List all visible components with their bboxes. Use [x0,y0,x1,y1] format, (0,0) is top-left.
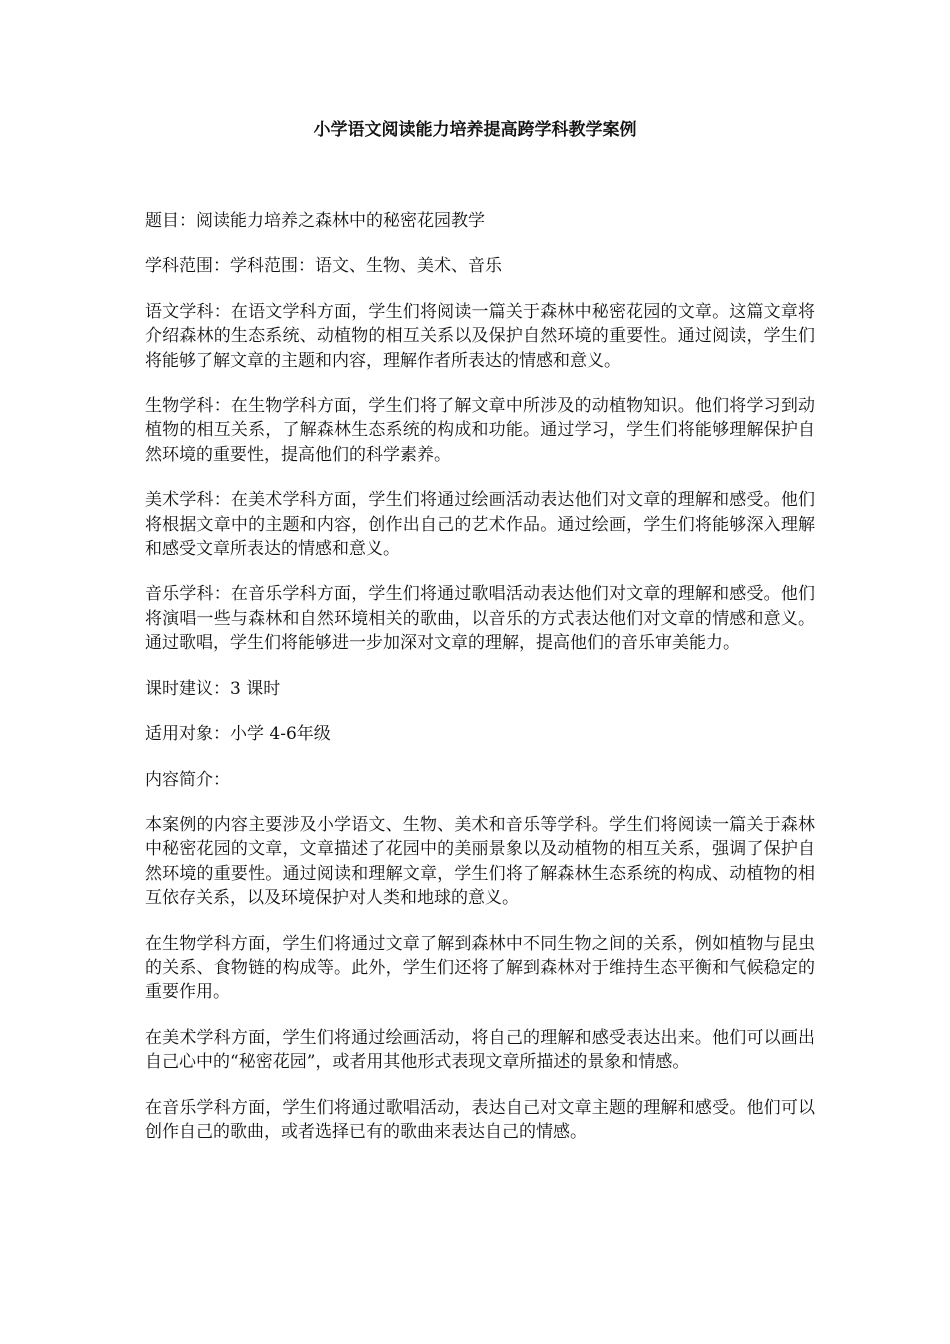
subject-scope-paragraph: 学科范围：学科范围：语文、生物、美术、音乐 [145,256,502,277]
document-body [145,209,815,1165]
content-intro-heading: 内容简介： [145,769,230,790]
chinese-subject-paragraph: 语文学科：在语文学科方面，学生们将阅读一篇关于森林中秘密花园的文章。这篇文章将介绍森林的生态系统、动植物的相互关系以及保护自然环境的重要性。通过阅读，学生们将能够了解文章的主题和内容，理解作者所表达的情感和意义。 [145,301,815,371]
target-audience-paragraph: 适用对象：小学 4-6年级 [145,724,331,745]
art-subject-paragraph: 美术学科：在美术学科方面，学生们将通过绘画活动表达他们对文章的理解和感受。他们将根据文章中的主题和内容，创作出自己的艺术作品。通过绘画，学生们将能够深入理解和感受文章所表达的情感和意义。 [145,490,815,560]
content-intro-paragraph: 本案例的内容主要涉及小学语文、生物、美术和音乐等学科。学生们将阅读一篇关于森林中秘密花园的文章，文章描述了花园中的美丽景象以及动植物的相互关系，强调了保护自然环境的重要性。通过阅读和理解文章，学生们将了解森林生态系统的构成、动植物的相互依存关系，以及环境保护对人类和地球的意义。 [145,814,815,909]
biology-detail-paragraph: 在生物学科方面，学生们将通过文章了解到森林中不同生物之间的关系，例如植物与昆虫的关系、食物链的构成等。此外，学生们还将了解到森林对于维持生态平衡和气候稳定的重要作用。 [145,933,815,1003]
biology-subject-paragraph: 生物学科：在生物学科方面，学生们将了解文章中所涉及的动植物知识。他们将学习到动植物的相互关系，了解森林生态系统的构成和功能。通过学习，学生们将能够理解保护自然环境的重要性，提高他们的科学素养。 [145,396,815,465]
document-title: 小学语文阅读能力培养提高跨学科教学案例 [313,120,637,140]
music-subject-paragraph: 音乐学科：在音乐学科方面，学生们将通过歌唱活动表达他们对文章的理解和感受。他们将演唱一些与森林和自然环境相关的歌曲，以音乐的方式表达他们对文章的情感和意义。通过歌唱，学生们将能够进一步加深对文章的理解，提高他们的音乐审美能力。 [145,584,815,654]
class-hours-paragraph: 课时建议：3 课时 [145,678,281,699]
music-detail-paragraph: 在音乐学科方面，学生们将通过歌唱活动，表达自己对文章主题的理解和感受。他们可以创作自己的歌曲，或者选择已有的歌曲来表达自己的情感。 [145,1097,815,1142]
topic-paragraph: 题目：阅读能力培养之森林中的秘密花园教学 [145,211,485,231]
art-detail-paragraph: 在美术学科方面，学生们将通过绘画活动，将自己的理解和感受表达出来。他们可以画出自己心中的“秘密花园”，或者用其他形式表现文章所描述的景象和情感。 [145,1027,815,1073]
